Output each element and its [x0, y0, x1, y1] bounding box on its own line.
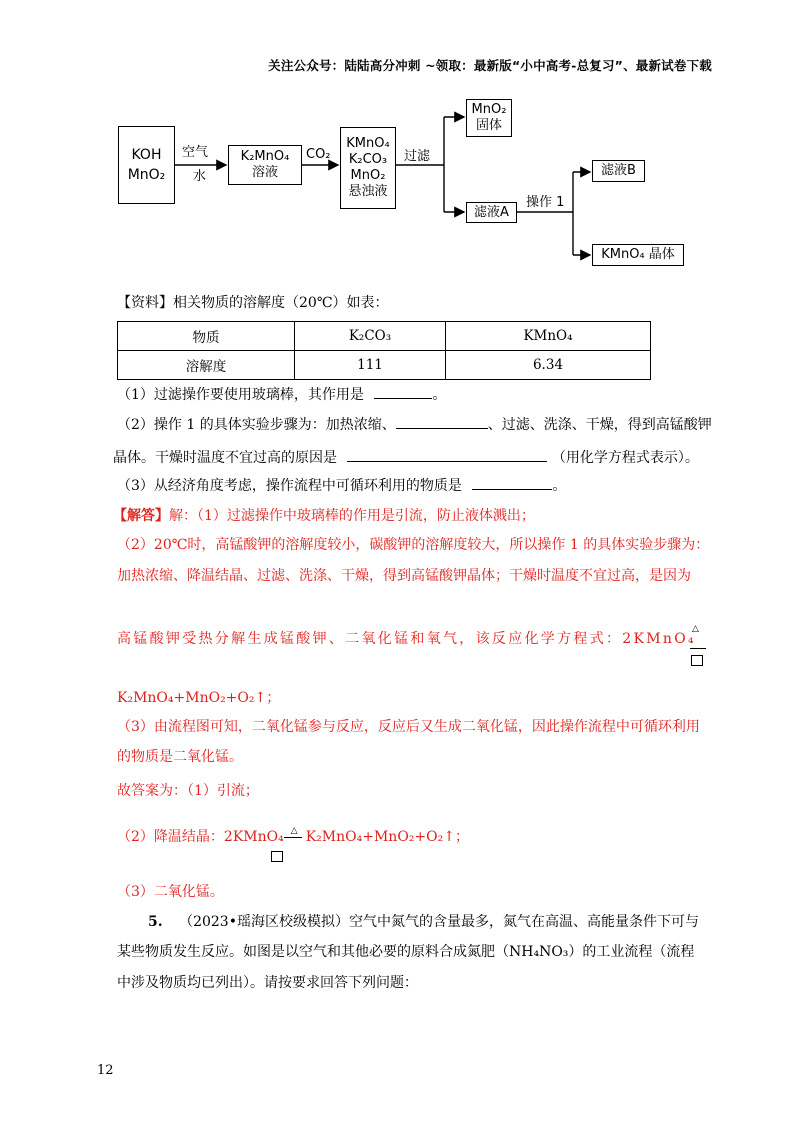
- suspension-box: [340, 127, 396, 209]
- question-1-end: 。: [432, 387, 447, 403]
- mno2-suspension-label: MnO₂: [350, 168, 386, 183]
- question-5-line-2: 某些物质发生反应。如图是以空气和其他必要的原料合成氮肥（NH₄NO₃）的工业流程（流程: [117, 944, 695, 960]
- solution-label: 溶液: [251, 165, 278, 180]
- answer-blank-3[interactable]: [347, 447, 547, 462]
- question-2-text-c: 晶体。干燥时温度不宜过高的原因是: [113, 450, 337, 466]
- answer-line-7: 的物质是二氧化锰。: [117, 749, 243, 765]
- answer-text-1: 解：（1）过滤操作中玻璃棒的作用是引流，防止液体溅出；: [169, 508, 535, 524]
- table-cell: 111: [295, 351, 446, 380]
- info-title: 【资料】相关物质的溶解度（20℃）如表：: [117, 295, 389, 311]
- heat-condition-icon: △: [284, 830, 306, 844]
- question-2-line-1: [117, 414, 712, 435]
- page-number: 12: [97, 1063, 114, 1078]
- k2mno4-solution-box: [228, 145, 302, 185]
- question-1-text: （1）过滤操作要使用玻璃棒，其作用是: [117, 387, 364, 403]
- answer-blank-2[interactable]: [396, 414, 488, 429]
- water-label: 水: [193, 169, 207, 184]
- co2-label: CO₂: [306, 147, 331, 162]
- kmno4-crystal-label: KMnO₄ 晶体: [601, 247, 675, 262]
- question-5-line-3: 中涉及物质均已列出）。请按要求回答下列问题：: [117, 975, 418, 991]
- question-5-text-1: （2023•瑶海区校级模拟）空气中氮气的含量最多，氮气在高温、高能量条件下可与: [179, 914, 699, 930]
- question-5-line-1: [148, 912, 699, 932]
- filtrate-b-box: [592, 160, 645, 182]
- question-2-line-2: [113, 447, 699, 468]
- filtrate-a-box: [466, 202, 517, 223]
- question-5-number: 5.: [148, 914, 163, 930]
- table-cell: 溶解度: [118, 351, 295, 380]
- kmno4-label: KMnO₄: [346, 136, 390, 151]
- answer-line-5: K₂MnO₄+MnO₂+O₂↑；: [117, 690, 281, 706]
- suspension-label: 悬浊液: [348, 184, 388, 199]
- solid-label: 固体: [475, 118, 502, 133]
- answer-blank-1[interactable]: [374, 384, 432, 399]
- filter-label: 过滤: [404, 149, 431, 164]
- placeholder-square-icon: [691, 655, 703, 666]
- solubility-table: [117, 321, 651, 380]
- answer-line-4: [117, 629, 696, 649]
- answer-line-2: （2）20℃时，高锰酸钾的溶解度较小，碳酸钾的溶解度较大，所以操作 1 的具体实验步骤为：: [117, 537, 710, 553]
- answer-line-10: （3）二氧化锰。: [117, 884, 224, 900]
- answer-line-9: [117, 827, 469, 847]
- answer-text-9b: K₂MnO₄+MnO₂+O₂↑；: [305, 829, 469, 845]
- mno2-label: MnO₂: [127, 167, 166, 183]
- table-header-row: [118, 322, 651, 351]
- answer-line-1: [113, 506, 535, 526]
- table-row: [118, 351, 651, 380]
- koh-label: KOH: [131, 147, 162, 163]
- page-header: 关注公众号：陆陆高分冲刺 ~领取：最新版“小中高考-总复习”、最新试卷下载: [268, 58, 712, 73]
- answer-line-3: 加热浓缩、降温结晶、过滤、洗涤、干燥，得到高锰酸钾晶体；干燥时温度不宜过高，是因为: [117, 568, 691, 584]
- answer-text-4: 高锰酸钾受热分解生成锰酸钾、二氧化锰和氧气，该反应化学方程式：2KMnO₄: [117, 631, 696, 647]
- answer-blank-4[interactable]: [472, 475, 552, 490]
- filtrate-b-label: 滤液B: [601, 163, 636, 178]
- table-cell: 6.34: [446, 351, 651, 380]
- placeholder-square-icon-2: [271, 851, 283, 862]
- answer-label: 【解答】: [113, 508, 169, 524]
- question-3-text: （3）从经济角度考虑，操作流程中可循环利用的物质是: [117, 478, 462, 494]
- table-header-cell: K₂CO₃: [295, 322, 446, 351]
- filtrate-a-label: 滤液A: [474, 204, 509, 220]
- mno2-solid-formula: MnO₂: [471, 102, 507, 117]
- question-2-text-a: （2）操作 1 的具体实验步骤为：加热浓缩、: [117, 417, 396, 433]
- k2mno4-label: K₂MnO₄: [240, 149, 290, 164]
- mno2-solid-box: [466, 99, 512, 137]
- heat-triangle-icon: △: [692, 624, 699, 634]
- table-header-cell: 物质: [118, 322, 295, 351]
- answer-text-9a: （2）降温结晶：2KMnO₄: [117, 829, 284, 845]
- start-materials-box: [118, 126, 175, 204]
- answer-line-6: （3）由流程图可知，二氧化锰参与反应，反应后又生成二氧化锰，因此操作流程中可循环利用: [117, 719, 700, 735]
- question-3: [117, 475, 566, 496]
- kmno4-crystal-box: [592, 244, 684, 266]
- table-header-cell: KMnO₄: [446, 322, 651, 351]
- question-2-text-b: 、过滤、洗涤、干燥，得到高锰酸钾: [487, 417, 712, 433]
- equation-bar: [690, 648, 706, 649]
- air-label: 空气: [182, 145, 209, 160]
- operation-1-label: 操作 1: [526, 195, 565, 210]
- k2co3-label: K₂CO₃: [348, 152, 388, 167]
- process-flowchart: [0, 0, 800, 290]
- question-1: [117, 384, 446, 405]
- question-2-text-d: （用化学方程式表示）。: [551, 450, 699, 466]
- answer-line-8: 故答案为：（1）引流；: [117, 783, 259, 799]
- question-3-end: 。: [552, 478, 567, 494]
